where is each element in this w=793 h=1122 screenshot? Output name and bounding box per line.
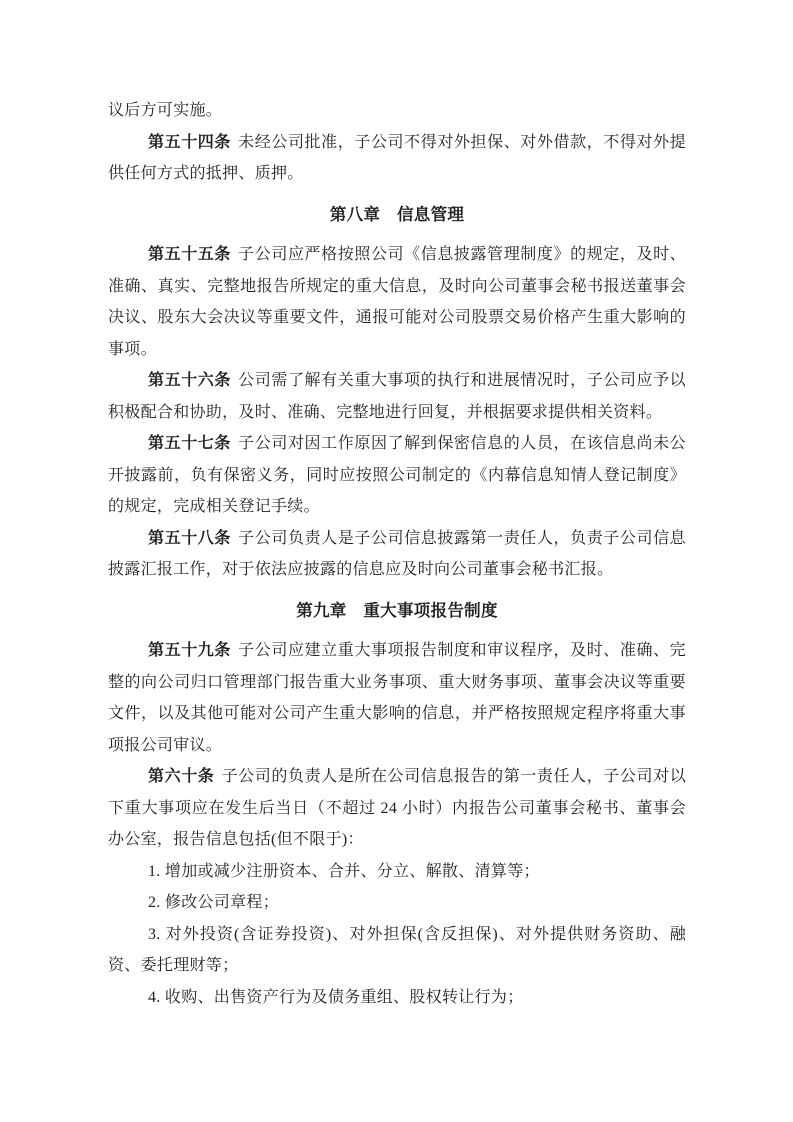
article-paragraph-57: [108, 428, 686, 523]
article-text-56: 公司需了解有关重大事项的执行和进展情况时，子公司应予以积极配合和协助，及时、准确、完整地进行回复，并根据要求提供相关资料。: [108, 372, 686, 421]
continuation-paragraph: 议后方可实施。: [108, 102, 223, 119]
article-text-57: 子公司对因工作原因了解到保密信息的人员，在该信息尚未公开披露前，负有保密义务，同时应按照公司制定的《内幕信息知情人登记制度》的规定，完成相关登记手续。: [108, 435, 686, 515]
list-item-4: 4. 收购、出售资产行为及债务重组、股权转让行为；: [148, 988, 524, 1006]
list-item-1: 1. 增加或减少注册资本、合并、分立、解散、清算等；: [148, 862, 540, 880]
article-label-54: 第五十四条: [148, 133, 231, 151]
article-paragraph-59: [108, 635, 686, 761]
article-label-58: 第五十八条: [148, 529, 231, 547]
article-text-58: 子公司负责人是子公司信息披露第一责任人，负责子公司信息披露汇报工作，对于依法应披露的信息应及时向公司董事会秘书汇报。: [108, 529, 686, 578]
article-paragraph-55: [108, 239, 686, 365]
list-item-3: 3. 对外投资(含证券投资)、对外担保(含反担保)、对外提供财务资助、融资、委托理财等；: [108, 925, 686, 974]
list-item-2: 2. 修改公司章程；: [148, 894, 280, 911]
article-paragraph-54: [108, 127, 686, 190]
article-paragraph-58: [108, 523, 686, 586]
article-paragraph-56: [108, 365, 686, 428]
article-label-55: 第五十五条: [148, 246, 231, 263]
article-text-60: 子公司的负责人是所在公司信息报告的第一责任人，子公司对以下重大事项应在发生后当日（不超过 24 小时）内报告公司董事会秘书、董事会办公室，报告信息包括(但不限于)：: [108, 768, 686, 848]
article-text-55: 子公司应严格按照公司《信息披露管理制度》的规定，及时、准确、真实、完整地报告所规定的重大信息，及时向公司董事会秘书报送董事会决议、股东大会决议等重要文件，通报可能对公司股票交易价格产生重大影响的事项。: [108, 246, 686, 358]
article-paragraph-60: [108, 761, 686, 856]
chapter-heading-8: 第八章 信息管理: [329, 204, 465, 224]
article-label-60: 第六十条: [148, 768, 215, 785]
article-label-59: 第五十九条: [148, 642, 231, 659]
article-label-56: 第五十六条: [148, 372, 231, 389]
chapter-heading-9: 第九章 重大事项报告制度: [296, 600, 498, 620]
article-label-57: 第五十七条: [148, 435, 231, 452]
article-text-54: 未经公司批准，子公司不得对外担保、对外借款，不得对外提供任何方式的抵押、质押。: [108, 133, 686, 182]
article-text-59: 子公司应建立重大事项报告制度和审议程序，及时、准确、完整的向公司归口管理部门报告重大业务事项、重大财务事项、董事会决议等重要文件，以及其他可能对公司产生重大影响的信息，并严格按照规定程序将重大事项报公司审议。: [108, 642, 686, 754]
